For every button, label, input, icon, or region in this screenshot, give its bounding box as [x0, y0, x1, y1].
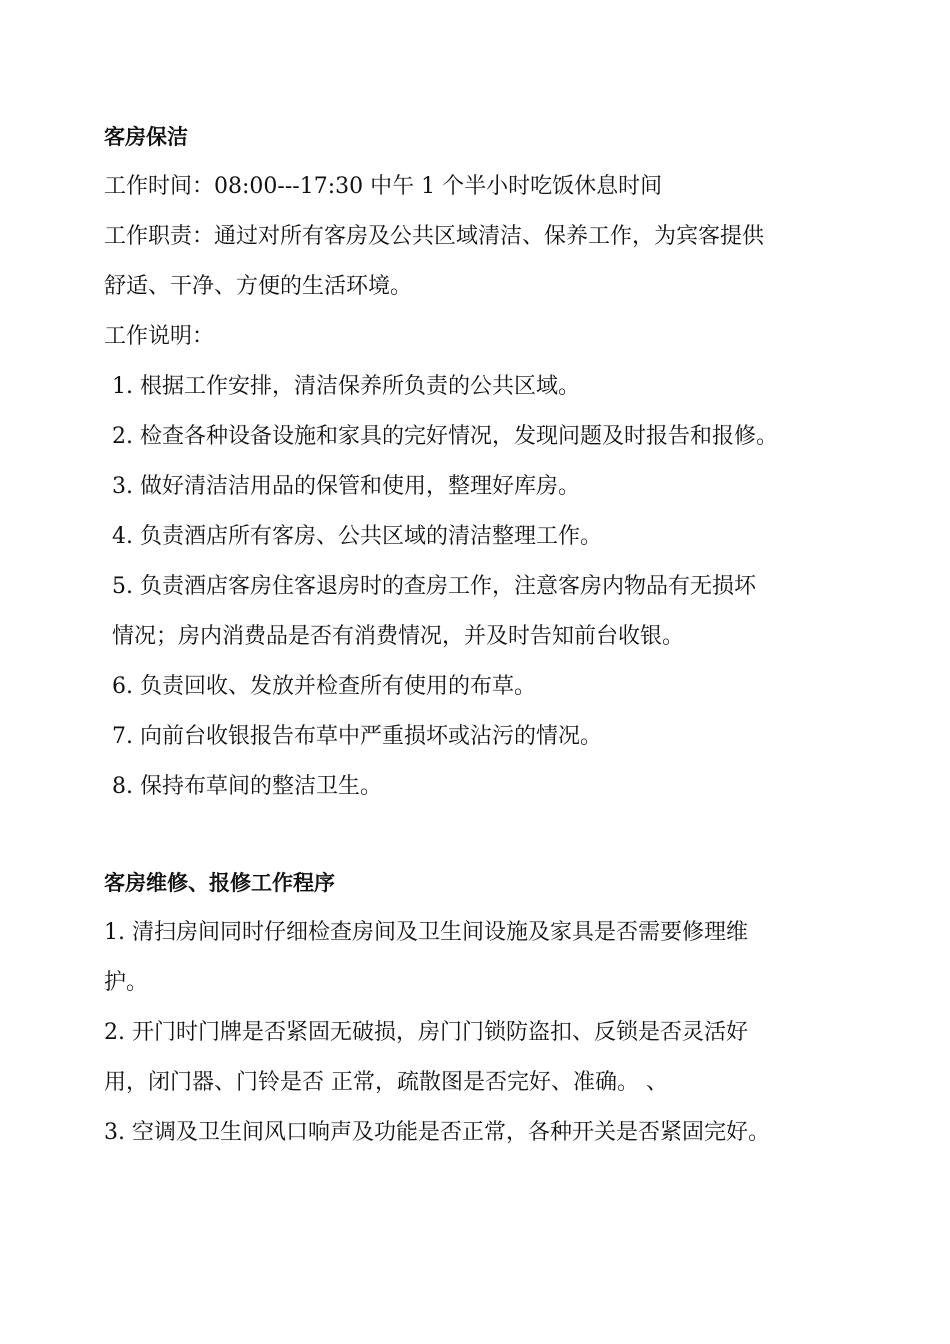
list-item-continuation: 情况；房内消费品是否有消费情况，并及时告知前台收银。	[112, 624, 685, 649]
list-item: 8. 保持布草间的整洁卫生。	[112, 774, 382, 799]
document-page	[104, 112, 884, 1158]
work-time-line: 工作时间：08:00---17:30 中午 1 个半小时吃饭休息时间	[104, 174, 663, 199]
list-item: 7. 向前台收银报告布草中严重损坏或沾污的情况。	[112, 724, 602, 749]
duty-line-1: 工作职责：通过对所有客房及公共区域清洁、保养工作，为宾客提供	[104, 224, 765, 249]
list-item-continuation: 护。	[104, 970, 149, 995]
list-item: 3. 做好清洁洁用品的保管和使用，整理好库房。	[112, 474, 580, 499]
list-item: 2. 开门时门牌是否紧固无破损，房门门锁防盗扣、反锁是否灵活好	[104, 1020, 748, 1045]
description-label: 工作说明：	[104, 324, 215, 349]
list-item: 4. 负责酒店所有客房、公共区域的清洁整理工作。	[112, 524, 602, 549]
list-item: 3. 空调及卫生间风口响声及功能是否正常，各种开关是否紧固完好。	[104, 1120, 770, 1145]
duty-line-2: 舒适、干净、方便的生活环境。	[104, 274, 413, 299]
list-item: 1. 根据工作安排，清洁保养所负责的公共区域。	[112, 374, 580, 399]
section-title-housekeeping: 客房保洁	[104, 125, 188, 149]
list-item: 5. 负责酒店客房住客退房时的查房工作，注意客房内物品有无损坏	[112, 574, 756, 599]
section-title-maintenance: 客房维修、报修工作程序	[104, 871, 335, 895]
section-spacer	[104, 812, 884, 858]
list-item: 6. 负责回收、发放并检查所有使用的布草。	[112, 674, 536, 699]
list-item-continuation: 用，闭门器、门铃是否 正常，疏散图是否完好、准确。 、	[104, 1070, 668, 1095]
list-item: 1. 清扫房间同时仔细检查房间及卫生间设施及家具是否需要修理维	[104, 920, 748, 945]
list-item: 2. 检查各种设备设施和家具的完好情况，发现问题及时报告和报修。	[112, 424, 778, 449]
